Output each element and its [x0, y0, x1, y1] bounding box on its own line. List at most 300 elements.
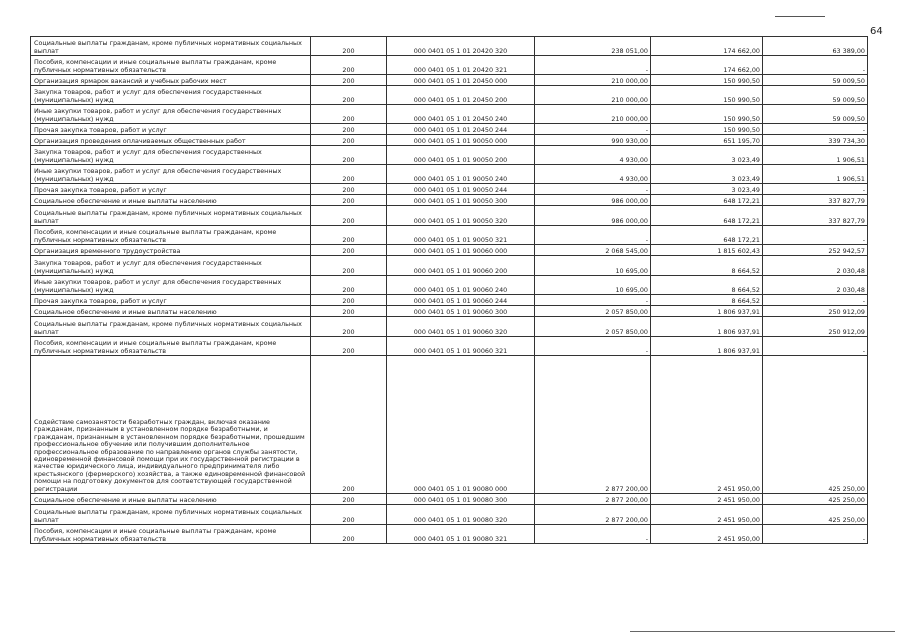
row-grbs-text: 200	[342, 174, 355, 183]
row-code	[387, 505, 535, 525]
row-plan-text: -	[645, 296, 648, 305]
row-plan-text: 10 695,00	[615, 285, 648, 294]
row-name-text: Организация проведения оплачиваемых общественных работ	[34, 136, 246, 145]
row-name-text: Закупка товаров, работ и услуг для обеспечения государственных (муниципальных) нужд	[34, 148, 262, 164]
row-diff-text: -	[862, 534, 865, 543]
row-code	[387, 56, 535, 75]
row-plan	[535, 184, 651, 195]
row-grbs	[311, 317, 387, 337]
row-diff-text: 1 906,51	[836, 155, 865, 164]
row-grbs-text: 200	[342, 235, 355, 244]
row-grbs-text: 200	[342, 185, 355, 194]
row-diff	[763, 75, 868, 86]
row-fact-text: 8 664,52	[731, 266, 760, 275]
row-fact-text: 150 990,50	[723, 114, 760, 123]
row-code	[387, 135, 535, 146]
row-code-text: 000 0401 05 1 01 90050 200	[413, 155, 508, 164]
row-fact	[651, 525, 763, 544]
table-row	[31, 245, 868, 256]
row-grbs-text: 200	[342, 534, 355, 543]
row-fact	[651, 37, 763, 56]
table-row	[31, 525, 868, 544]
row-diff-text: 59 009,50	[832, 95, 865, 104]
row-code	[387, 124, 535, 135]
row-fact-text: 1 806 937,91	[717, 307, 760, 316]
row-fact-text: 174 662,00	[723, 65, 760, 74]
row-name	[31, 195, 311, 206]
row-fact	[651, 306, 763, 317]
row-fact	[651, 276, 763, 295]
row-code	[387, 146, 535, 165]
row-name	[31, 146, 311, 165]
row-name	[31, 306, 311, 317]
row-fact-text: 1 806 937,91	[717, 327, 760, 336]
row-name	[31, 56, 311, 75]
row-fact-text: 3 023,49	[731, 155, 760, 164]
row-code-text: 000 0401 05 1 01 90060 244	[413, 296, 508, 305]
row-plan	[535, 356, 651, 494]
row-name-text: Закупка товаров, работ и услуг для обеспечения государственных (муниципальных) нужд	[34, 88, 262, 104]
row-diff	[763, 165, 868, 184]
row-code	[387, 165, 535, 184]
row-fact-text: 3 023,49	[731, 174, 760, 183]
row-plan	[535, 295, 651, 306]
row-name-text: Прочая закупка товаров, работ и услуг	[34, 125, 167, 134]
row-grbs	[311, 206, 387, 226]
table-row	[31, 317, 868, 337]
row-code	[387, 525, 535, 544]
row-fact	[651, 356, 763, 494]
row-code	[387, 195, 535, 206]
row-fact	[651, 245, 763, 256]
row-fact	[651, 86, 763, 105]
row-plan-text: 210 000,00	[611, 76, 648, 85]
row-grbs	[311, 75, 387, 86]
row-code-text: 000 0401 05 1 01 20450 000	[413, 76, 508, 85]
row-plan-text: 2 877 200,00	[605, 515, 648, 524]
row-grbs	[311, 86, 387, 105]
row-code	[387, 245, 535, 256]
row-name	[31, 37, 311, 56]
row-plan	[535, 306, 651, 317]
row-diff	[763, 256, 868, 276]
row-plan	[535, 337, 651, 356]
row-name	[31, 86, 311, 105]
row-diff-text: -	[862, 296, 865, 305]
row-name-text: Закупка товаров, работ и услуг для обеспечения государственных (муниципальных) нужд	[34, 259, 262, 275]
row-code	[387, 75, 535, 86]
row-grbs-text: 200	[342, 266, 355, 275]
row-code-text: 000 0401 05 1 01 90050 000	[413, 136, 508, 145]
row-code	[387, 37, 535, 56]
row-plan	[535, 256, 651, 276]
row-plan-text: 2 057 850,00	[605, 327, 648, 336]
table-row	[31, 195, 868, 206]
row-grbs	[311, 256, 387, 276]
row-name-text: Иные закупки товаров, работ и услуг для обеспечения государственных (муниципальных) нужд	[34, 278, 282, 294]
table-row	[31, 356, 868, 494]
row-grbs	[311, 105, 387, 124]
row-fact	[651, 206, 763, 226]
row-code	[387, 494, 535, 505]
row-fact-text: 3 023,49	[731, 185, 760, 194]
row-diff	[763, 245, 868, 256]
row-diff-text: -	[862, 346, 865, 355]
row-diff-text: 252 942,57	[828, 246, 865, 255]
row-diff-text: -	[862, 65, 865, 74]
row-fact	[651, 124, 763, 135]
table-row	[31, 86, 868, 105]
row-code-text: 000 0401 05 1 01 20420 320	[413, 46, 508, 55]
row-diff	[763, 37, 868, 56]
row-diff	[763, 226, 868, 245]
row-diff	[763, 195, 868, 206]
row-grbs-text: 200	[342, 296, 355, 305]
row-grbs-text: 200	[342, 484, 355, 493]
row-plan	[535, 124, 651, 135]
row-code-text: 000 0401 05 1 01 90060 320	[413, 327, 508, 336]
row-name-text: Содействие самозанятости безработных граждан, включая оказание гражданам, признанным в установленном порядке безработными, и гражданам, признанным в установленном порядке безработными, прошедшим профессиональное обучение или получившим дополнительное профессиональное образование по направлению органов службы занятости, единовременной финансовой помощи при их государственной регистрации в качестве юридического лица, индивидуального предпринимателя либо крестьянского (фермерского) хозяйства, а также единовременной финансовой помощи на подготовку документов для соответствующей государственной регистрации	[34, 417, 306, 493]
row-grbs-text: 200	[342, 285, 355, 294]
row-diff	[763, 525, 868, 544]
row-diff-text: 337 827,79	[828, 196, 865, 205]
row-diff-text: 2 030,48	[836, 266, 865, 275]
row-fact-text: 648 172,21	[723, 196, 760, 205]
row-grbs-text: 200	[342, 307, 355, 316]
row-fact	[651, 494, 763, 505]
row-diff-text: -	[862, 125, 865, 134]
row-plan-text: 4 930,00	[619, 155, 648, 164]
row-code	[387, 295, 535, 306]
row-grbs-text: 200	[342, 327, 355, 336]
row-grbs	[311, 505, 387, 525]
row-diff-text: 59 009,50	[832, 76, 865, 85]
row-fact-text: 150 990,50	[723, 76, 760, 85]
row-plan	[535, 525, 651, 544]
row-fact	[651, 256, 763, 276]
row-plan-text: 210 000,00	[611, 95, 648, 104]
row-name-text: Социальное обеспечение и иные выплаты населению	[34, 495, 217, 504]
row-code	[387, 276, 535, 295]
row-name	[31, 124, 311, 135]
table-row	[31, 75, 868, 86]
row-plan-text: 990 930,00	[611, 136, 648, 145]
row-name	[31, 75, 311, 86]
row-plan	[535, 37, 651, 56]
budget-table	[30, 36, 868, 544]
row-diff	[763, 206, 868, 226]
row-plan	[535, 146, 651, 165]
row-name	[31, 295, 311, 306]
table-row	[31, 505, 868, 525]
row-name	[31, 317, 311, 337]
row-code	[387, 184, 535, 195]
page-number: 64	[870, 26, 883, 37]
row-name	[31, 184, 311, 195]
row-code	[387, 356, 535, 494]
table-row	[31, 256, 868, 276]
row-diff-text: 425 250,00	[828, 484, 865, 493]
row-name-text: Социальное обеспечение и иные выплаты населению	[34, 196, 217, 205]
row-name-text: Социальные выплаты гражданам, кроме публичных нормативных социальных выплат	[34, 508, 302, 524]
row-code-text: 000 0401 05 1 01 90060 240	[413, 285, 508, 294]
table-row	[31, 124, 868, 135]
row-name-text: Социальные выплаты гражданам, кроме публичных нормативных социальных выплат	[34, 209, 302, 225]
row-code	[387, 105, 535, 124]
row-diff-text: 425 250,00	[828, 495, 865, 504]
row-fact-text: 2 451 950,00	[717, 534, 760, 543]
table-row	[31, 337, 868, 356]
row-name	[31, 165, 311, 184]
row-diff-text: 425 250,00	[828, 515, 865, 524]
row-code-text: 000 0401 05 1 01 90060 000	[413, 246, 508, 255]
row-code	[387, 337, 535, 356]
row-plan-text: 986 000,00	[611, 216, 648, 225]
row-diff	[763, 105, 868, 124]
row-grbs-text: 200	[342, 495, 355, 504]
row-grbs-text: 200	[342, 346, 355, 355]
row-fact-text: 2 451 950,00	[717, 495, 760, 504]
row-name	[31, 494, 311, 505]
row-code-text: 000 0401 05 1 01 90080 300	[413, 495, 508, 504]
row-code-text: 000 0401 05 1 01 90080 000	[413, 484, 508, 493]
row-diff	[763, 337, 868, 356]
row-code-text: 000 0401 05 1 01 90050 244	[413, 185, 508, 194]
row-grbs	[311, 124, 387, 135]
row-plan	[535, 56, 651, 75]
row-plan-text: 986 000,00	[611, 196, 648, 205]
row-diff	[763, 494, 868, 505]
row-fact	[651, 226, 763, 245]
row-code-text: 000 0401 05 1 01 90060 200	[413, 266, 508, 275]
row-fact-text: 1 815 602,43	[717, 246, 760, 255]
row-grbs-text: 200	[342, 155, 355, 164]
row-fact	[651, 146, 763, 165]
row-name	[31, 135, 311, 146]
row-plan	[535, 226, 651, 245]
table-row	[31, 226, 868, 245]
row-name-text: Прочая закупка товаров, работ и услуг	[34, 296, 167, 305]
footer-rule	[630, 631, 895, 632]
row-plan-text: 2 057 850,00	[605, 307, 648, 316]
row-name	[31, 206, 311, 226]
row-plan	[535, 75, 651, 86]
row-diff-text: 250 912,09	[828, 327, 865, 336]
table-row	[31, 306, 868, 317]
row-diff	[763, 276, 868, 295]
row-code-text: 000 0401 05 1 01 90050 320	[413, 216, 508, 225]
row-plan-text: -	[645, 65, 648, 74]
row-diff-text: 1 906,51	[836, 174, 865, 183]
row-grbs-text: 200	[342, 515, 355, 524]
table-row	[31, 276, 868, 295]
row-grbs-text: 200	[342, 76, 355, 85]
row-grbs	[311, 195, 387, 206]
row-plan	[535, 86, 651, 105]
row-plan	[535, 135, 651, 146]
row-name-text: Организация ярмарок вакансий и учебных рабочих мест	[34, 76, 227, 85]
row-code-text: 000 0401 05 1 01 90050 300	[413, 196, 508, 205]
table-row	[31, 105, 868, 124]
row-grbs	[311, 356, 387, 494]
row-diff-text: 250 912,09	[828, 307, 865, 316]
row-grbs	[311, 245, 387, 256]
row-code	[387, 206, 535, 226]
row-code	[387, 256, 535, 276]
row-code-text: 000 0401 05 1 01 90050 240	[413, 174, 508, 183]
row-diff	[763, 184, 868, 195]
row-diff-text: -	[862, 235, 865, 244]
budget-table-body	[31, 37, 868, 544]
row-grbs	[311, 184, 387, 195]
row-grbs	[311, 165, 387, 184]
row-name-text: Социальные выплаты гражданам, кроме публичных нормативных социальных выплат	[34, 39, 302, 55]
row-plan	[535, 494, 651, 505]
row-fact-text: 150 990,50	[723, 95, 760, 104]
row-grbs	[311, 226, 387, 245]
row-plan-text: 10 695,00	[615, 266, 648, 275]
row-grbs-text: 200	[342, 65, 355, 74]
row-name-text: Социальные выплаты гражданам, кроме публичных нормативных социальных выплат	[34, 320, 302, 336]
row-grbs-text: 200	[342, 216, 355, 225]
row-name	[31, 276, 311, 295]
table-row	[31, 206, 868, 226]
row-diff-text: 339 734,30	[828, 136, 865, 145]
row-diff	[763, 86, 868, 105]
row-grbs-text: 200	[342, 136, 355, 145]
row-code	[387, 306, 535, 317]
row-name-text: Прочая закупка товаров, работ и услуг	[34, 185, 167, 194]
row-name	[31, 226, 311, 245]
row-plan-text: -	[645, 346, 648, 355]
row-grbs-text: 200	[342, 95, 355, 104]
row-grbs	[311, 146, 387, 165]
row-diff	[763, 356, 868, 494]
row-name-text: Пособия, компенсации и иные социальные выплаты гражданам, кроме публичных нормативных обязательств	[34, 228, 277, 244]
table-row	[31, 494, 868, 505]
row-plan	[535, 245, 651, 256]
row-grbs	[311, 337, 387, 356]
row-diff-text: -	[862, 185, 865, 194]
row-name	[31, 105, 311, 124]
row-fact	[651, 56, 763, 75]
row-code	[387, 86, 535, 105]
row-fact	[651, 165, 763, 184]
row-grbs-text: 200	[342, 46, 355, 55]
row-grbs-text: 200	[342, 125, 355, 134]
row-plan-text: -	[645, 125, 648, 134]
row-diff-text: 59 009,50	[832, 114, 865, 123]
row-code-text: 000 0401 05 1 01 20450 244	[413, 125, 508, 134]
row-fact	[651, 505, 763, 525]
table-row	[31, 37, 868, 56]
row-fact-text: 174 662,00	[723, 46, 760, 55]
row-grbs-text: 200	[342, 246, 355, 255]
header-rule	[775, 16, 825, 17]
row-fact	[651, 184, 763, 195]
row-plan-text: 4 930,00	[619, 174, 648, 183]
row-code-text: 000 0401 05 1 01 90080 320	[413, 515, 508, 524]
row-fact	[651, 295, 763, 306]
row-name	[31, 356, 311, 494]
row-diff	[763, 135, 868, 146]
row-grbs	[311, 37, 387, 56]
row-name	[31, 245, 311, 256]
row-plan	[535, 206, 651, 226]
row-plan	[535, 317, 651, 337]
row-name-text: Пособия, компенсации и иные социальные выплаты гражданам, кроме публичных нормативных обязательств	[34, 527, 277, 543]
row-plan-text: -	[645, 185, 648, 194]
row-code-text: 000 0401 05 1 01 90080 321	[413, 534, 508, 543]
row-plan	[535, 105, 651, 124]
row-code	[387, 317, 535, 337]
row-code-text: 000 0401 05 1 01 20450 240	[413, 114, 508, 123]
row-plan-text: 210 000,00	[611, 114, 648, 123]
row-code-text: 000 0401 05 1 01 20420 321	[413, 65, 508, 74]
row-fact-text: 648 172,21	[723, 216, 760, 225]
table-row	[31, 184, 868, 195]
row-fact	[651, 337, 763, 356]
row-diff	[763, 505, 868, 525]
row-code-text: 000 0401 05 1 01 90060 321	[413, 346, 508, 355]
row-plan-text: 2 877 200,00	[605, 484, 648, 493]
row-fact-text: 1 806 937,91	[717, 346, 760, 355]
row-plan	[535, 165, 651, 184]
row-name	[31, 525, 311, 544]
row-code-text: 000 0401 05 1 01 90050 321	[413, 235, 508, 244]
row-grbs	[311, 306, 387, 317]
row-grbs	[311, 295, 387, 306]
row-plan	[535, 195, 651, 206]
row-grbs-text: 200	[342, 196, 355, 205]
row-plan-text: -	[645, 235, 648, 244]
row-diff-text: 2 030,48	[836, 285, 865, 294]
row-fact-text: 651 195,70	[723, 136, 760, 145]
row-fact-text: 8 664,52	[731, 296, 760, 305]
table-row	[31, 146, 868, 165]
row-plan	[535, 276, 651, 295]
row-code-text: 000 0401 05 1 01 20450 200	[413, 95, 508, 104]
row-fact-text: 8 664,52	[731, 285, 760, 294]
row-plan-text: 238 051,00	[611, 46, 648, 55]
row-fact	[651, 135, 763, 146]
row-grbs	[311, 494, 387, 505]
row-name-text: Социальное обеспечение и иные выплаты населению	[34, 307, 217, 316]
row-diff	[763, 56, 868, 75]
row-fact-text: 648 172,21	[723, 235, 760, 244]
row-diff	[763, 306, 868, 317]
row-name-text: Иные закупки товаров, работ и услуг для обеспечения государственных (муниципальных) нужд	[34, 107, 282, 123]
row-grbs	[311, 276, 387, 295]
row-plan-text: 2 068 545,00	[605, 246, 648, 255]
row-fact	[651, 75, 763, 86]
row-plan-text: -	[645, 534, 648, 543]
row-fact	[651, 317, 763, 337]
table-row	[31, 165, 868, 184]
row-grbs	[311, 135, 387, 146]
row-plan-text: 2 877 200,00	[605, 495, 648, 504]
row-name	[31, 256, 311, 276]
row-name	[31, 337, 311, 356]
row-name-text: Пособия, компенсации и иные социальные выплаты гражданам, кроме публичных нормативных обязательств	[34, 339, 277, 355]
row-name-text: Пособия, компенсации и иные социальные выплаты гражданам, кроме публичных нормативных обязательств	[34, 58, 277, 74]
row-fact-text: 2 451 950,00	[717, 484, 760, 493]
row-diff	[763, 295, 868, 306]
row-fact-text: 2 451 950,00	[717, 515, 760, 524]
row-name	[31, 505, 311, 525]
row-fact-text: 150 990,50	[723, 125, 760, 134]
row-diff	[763, 317, 868, 337]
